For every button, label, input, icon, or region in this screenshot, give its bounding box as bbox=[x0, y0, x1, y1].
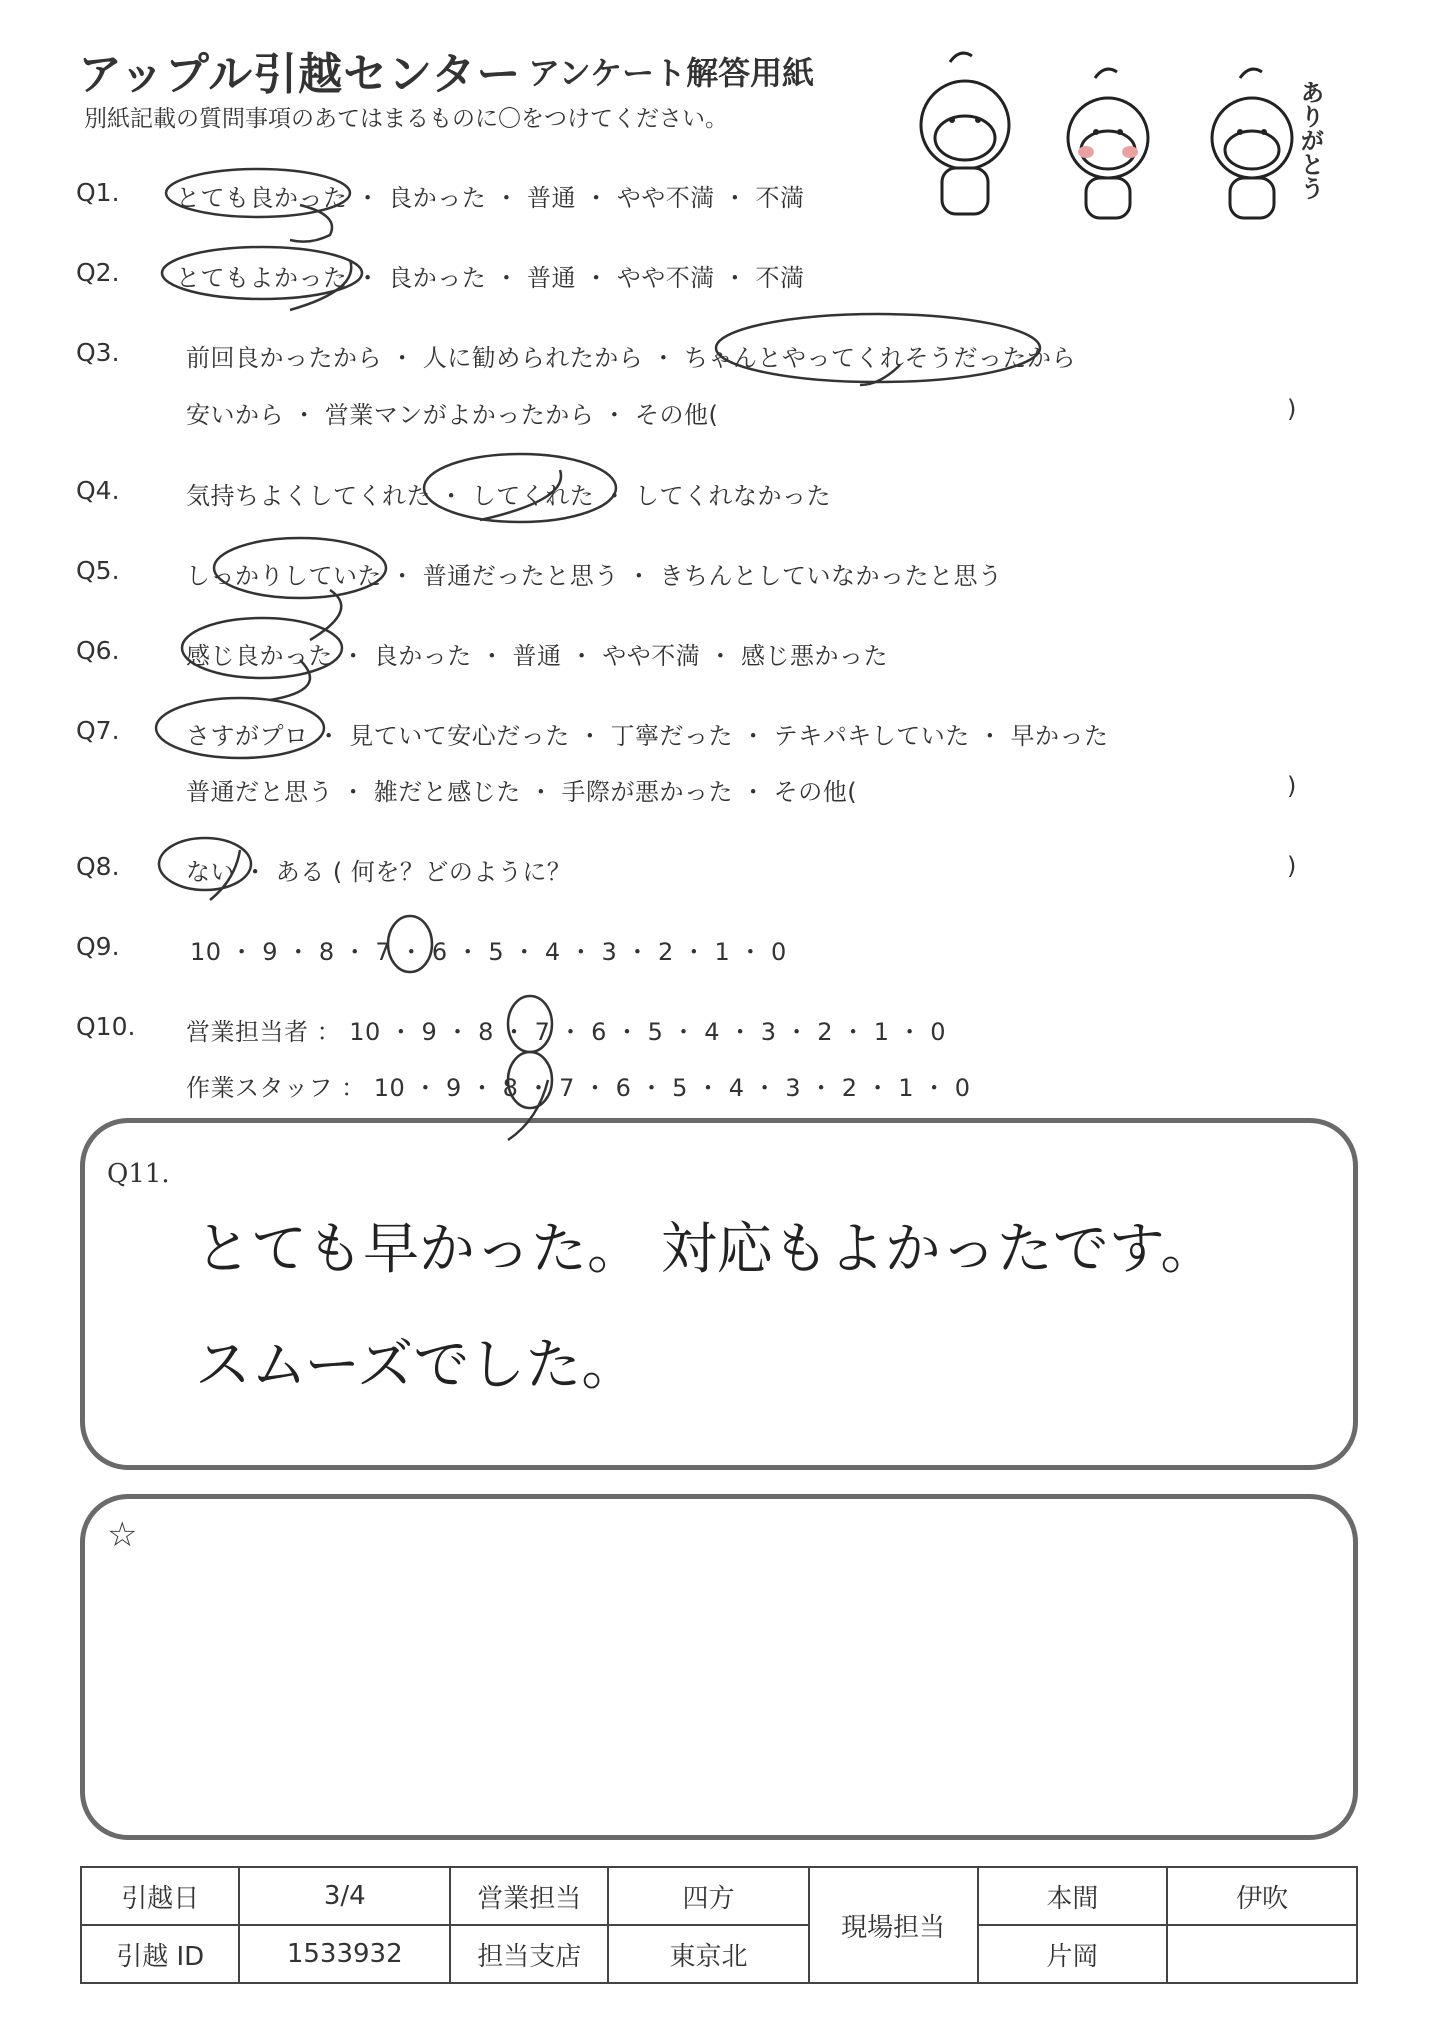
q1-circle-mark bbox=[166, 169, 350, 217]
q4-check-mark bbox=[480, 470, 561, 520]
q5-label: Q5. bbox=[76, 556, 120, 585]
q11-comment-line1: とても早かった。 対応もよかったです。 bbox=[195, 1217, 1217, 1282]
form-subtitle: アンケート解答用紙 bbox=[528, 54, 815, 92]
q2-check-mark bbox=[290, 260, 351, 310]
site-label: 現場担当 bbox=[809, 1867, 978, 1983]
q2-options: とてもよかった ・ 良かった ・ 普通 ・ やや不満 ・ 不満 bbox=[176, 264, 805, 292]
q6-options: 感じ良かった ・ 良かった ・ 普通 ・ やや不満 ・ 感じ悪かった bbox=[186, 642, 889, 670]
site-staff-empty bbox=[1167, 1925, 1357, 1983]
q7-options-line2: 普通だと思う ・ 雑だと感じた ・ 手際が悪かった ・ その他( bbox=[186, 778, 858, 806]
q11-label: Q11. bbox=[107, 1159, 170, 1189]
q10-staff-check-mark bbox=[508, 1080, 548, 1140]
q2-label: Q2. bbox=[76, 258, 120, 287]
q10-staff-rating: 作業スタッフ ： 10 ・ 9 ・ 8 ・ 7 ・ 6 ・ 5 ・ 4 ・ 3 ・ 2 ・ 1 ・ 0 bbox=[186, 1074, 971, 1102]
mascot-caption: ありがとう bbox=[1296, 80, 1324, 200]
site-staff-2: 伊吹 bbox=[1167, 1867, 1357, 1925]
q10-staff-circle-mark bbox=[508, 1052, 552, 1108]
q3-circle-mark bbox=[716, 314, 1040, 382]
q3-close-paren: ) bbox=[1287, 395, 1297, 423]
q7-close-paren: ) bbox=[1287, 772, 1297, 800]
site-staff-1: 本間 bbox=[978, 1867, 1168, 1925]
q2-circle-mark bbox=[162, 247, 362, 299]
move-id-label: 引越 ID bbox=[81, 1925, 239, 1983]
q4-circle-mark bbox=[424, 454, 616, 522]
sales-value: 四方 bbox=[608, 1867, 808, 1925]
q3-label: Q3. bbox=[76, 338, 120, 367]
q7-options-line1: さすがプロ ・ 見ていて安心だった ・ 丁寧だった ・ テキパキしていた ・ 早かった bbox=[186, 722, 1109, 750]
company-title: アップル引越センター bbox=[78, 49, 522, 100]
q3-options-line1: 前回良かったから ・ 人に勧められたから ・ ちゃんとやってくれそうだったから bbox=[186, 344, 1077, 372]
q11-comment-line2: スムーズでした。 bbox=[195, 1333, 638, 1398]
q8-label: Q8. bbox=[76, 852, 120, 881]
branch-value: 東京北 bbox=[608, 1925, 808, 1983]
q8-options: ない ・ ある ( 何を？どのように？ bbox=[186, 858, 572, 886]
q1-label: Q1. bbox=[76, 178, 120, 207]
q5-options: しっかりしていた ・ 普通だったと思う ・ きちんとしていなかったと思う bbox=[186, 562, 1003, 590]
sales-label: 営業担当 bbox=[450, 1867, 608, 1925]
move-date-value: 3/4 bbox=[239, 1867, 450, 1925]
move-date-label: 引越日 bbox=[81, 1867, 239, 1925]
q9-circle-mark bbox=[388, 916, 432, 972]
q1-options: とても良かった ・ 良かった ・ 普通 ・ やや不満 ・ 不満 bbox=[176, 184, 805, 212]
q9-label: Q9. bbox=[76, 932, 120, 961]
info-table bbox=[80, 1866, 1358, 1984]
q9-options: 10 ・ 9 ・ 8 ・ 7 ・ 6 ・ 5 ・ 4 ・ 3 ・ 2 ・ 1 ・ 0 bbox=[190, 938, 787, 966]
q6-label: Q6. bbox=[76, 636, 120, 665]
q4-options: 気持ちよくしてくれた ・ してくれた ・ してくれなかった bbox=[186, 482, 832, 510]
q4-label: Q4. bbox=[76, 476, 120, 505]
q5-circle-mark bbox=[214, 538, 386, 598]
q7-label: Q7. bbox=[76, 716, 120, 745]
star-icon: ☆ bbox=[107, 1515, 138, 1555]
q10-sales-rating: 営業担当者 ： 10 ・ 9 ・ 8 ・ 7 ・ 6 ・ 5 ・ 4 ・ 3 ・ 2 ・ 1 ・ 0 bbox=[186, 1018, 947, 1046]
q8-close-paren: ) bbox=[1287, 852, 1297, 880]
q8-check-mark bbox=[210, 850, 240, 900]
q3-options-line2: 安いから ・ 営業マンがよかったから ・ その他( bbox=[186, 401, 719, 429]
site-staff-3: 片岡 bbox=[978, 1925, 1168, 1983]
q10-sales-circle-mark bbox=[508, 996, 552, 1052]
form-instruction: 別紙記載の質問事項のあてはまるものに〇をつけてください。 bbox=[84, 106, 728, 132]
move-id-value: 1533932 bbox=[239, 1925, 450, 1983]
branch-label: 担当支店 bbox=[450, 1925, 608, 1983]
q6-check-mark bbox=[270, 660, 310, 700]
q10-label: Q10. bbox=[76, 1012, 136, 1041]
q7-circle-mark bbox=[156, 698, 324, 758]
q6-circle-mark bbox=[182, 618, 342, 678]
